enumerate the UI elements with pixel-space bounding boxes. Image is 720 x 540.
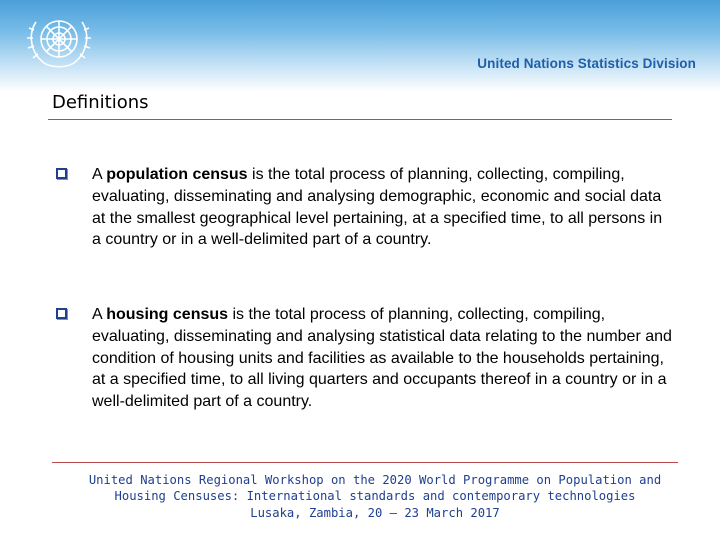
footer-divider bbox=[52, 462, 678, 463]
un-emblem-icon bbox=[20, 8, 98, 74]
bullet-population-census bbox=[56, 164, 672, 251]
bullet-text bbox=[92, 164, 672, 251]
org-name: United Nations Statistics Division bbox=[477, 56, 696, 71]
bullet-body: is the total process of planning, collecting, compiling, evaluating, disseminating and analysing statistical data relating to the number and condition of housing units and facilities as available to the households pertaining, at a specified time, to all living quarters and occupants thereof in a country or in a well-delimited part of a country. bbox=[92, 306, 672, 411]
footer bbox=[60, 473, 690, 522]
bullet-term: housing census bbox=[106, 306, 229, 323]
footer-line-2: Housing Censuses: International standards and contemporary technologies bbox=[114, 488, 636, 503]
footer-line-1: United Nations Regional Workshop on the 2020 World Programme on Population and bbox=[88, 473, 662, 487]
bullet-prefix: A bbox=[92, 166, 107, 183]
slide-title: Definitions bbox=[52, 92, 149, 113]
bullet-prefix: A bbox=[92, 306, 107, 323]
checkbox-icon bbox=[56, 168, 67, 179]
title-divider bbox=[48, 119, 672, 120]
bullet-housing-census bbox=[56, 304, 672, 413]
footer-line-3: Lusaka, Zambia, 20 – 23 March 2017 bbox=[250, 506, 500, 520]
header-band bbox=[0, 0, 720, 92]
bullet-body: is the total process of planning, collecting, compiling, evaluating, disseminating and analysing demographic, economic and social data at the smallest geographical level pertaining, at a specified time, to all persons in a country or in a well-delimited part of a country. bbox=[92, 166, 663, 249]
bullet-text bbox=[92, 304, 672, 413]
bullet-term: population census bbox=[106, 166, 248, 183]
checkbox-icon bbox=[56, 308, 67, 319]
